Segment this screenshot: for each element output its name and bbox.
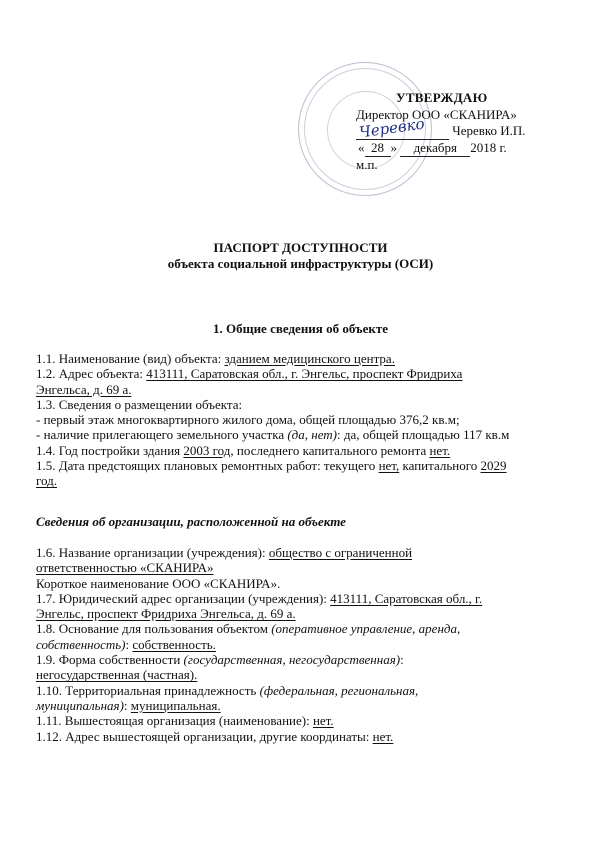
- item-1-3: 1.3. Сведения о размещении объекта:: [36, 396, 243, 412]
- document-title: [0, 240, 601, 272]
- title-line-2: объекта социальной инфраструктуры (ОСИ): [167, 256, 434, 271]
- item-1-6-cont: ответственностью «СКАНИРА»: [36, 560, 214, 576]
- item-1-9-cont: негосударственная (частная).: [36, 667, 198, 683]
- approval-block: [356, 90, 526, 174]
- item-1-2-cont: Энгельса, д. 69 а.: [36, 381, 132, 397]
- date-day: 28: [365, 140, 391, 158]
- seal-label: м.п.: [356, 157, 378, 172]
- item-1-10-cont: муниципальная): муниципальная.: [36, 697, 221, 713]
- item-1-12: 1.12. Адрес вышестоящей организации, другие координаты: нет.: [36, 728, 394, 744]
- section-1-heading: 1. Общие сведения об объекте: [212, 321, 389, 336]
- item-1-6: 1.6. Название организации (учреждения): общество с ограниченной: [36, 545, 413, 560]
- signature-line: [356, 114, 449, 141]
- item-1-3-b: - наличие прилегающего земельного участка (да, нет): да, общей площадью 117 кв.м: [36, 427, 510, 443]
- approval-position: Директор ООО «СКАНИРА»: [356, 106, 517, 122]
- org-section-heading: Сведения об организации, расположенной на объекте: [36, 514, 346, 529]
- approval-date: [358, 140, 526, 158]
- item-1-4: 1.4. Год постройки здания 2003 год, последнего капитального ремонта нет.: [36, 442, 451, 458]
- item-1-11: 1.11. Вышестоящая организация (наименование): нет.: [36, 713, 334, 729]
- item-1-7: 1.7. Юридический адрес организации (учреждения): 413111, Саратовская обл., г.: [36, 590, 483, 606]
- item-1-7-cont: Энгельс, проспект Фридриха Энгельса, д. 69 а.: [36, 606, 296, 622]
- item-short-name: Короткое наименование ООО «СКАНИРА».: [36, 575, 281, 591]
- item-1-1: 1.1. Наименование (вид) объекта: зданием медицинского центра.: [36, 351, 395, 366]
- handwritten-signature: Черевко: [358, 114, 426, 141]
- date-month: декабря: [400, 140, 470, 158]
- item-1-3-a: - первый этаж многоквартирного жилого дома, общей площадью 376,2 кв.м;: [36, 412, 460, 428]
- item-1-8: 1.8. Основание для пользования объектом (оперативное управление, аренда,: [36, 621, 461, 637]
- item-1-8-cont: собственность): собственность.: [36, 636, 216, 652]
- item-1-5-cont: год.: [36, 473, 57, 489]
- date-quote-close: »: [390, 139, 397, 155]
- title-line-1: ПАСПОРТ ДОСТУПНОСТИ: [213, 240, 388, 255]
- section-1-body: [36, 351, 576, 489]
- approval-name: Черевко И.П.: [452, 123, 526, 138]
- date-year: 2018 г.: [470, 139, 507, 155]
- item-1-5: 1.5. Дата предстоящих плановых ремонтных работ: текущего нет, капитального 2029: [36, 458, 507, 474]
- approval-heading: УТВЕРЖДАЮ: [396, 90, 488, 105]
- date-quote-open: «: [358, 139, 365, 155]
- org-section-body: [36, 545, 576, 744]
- item-1-9: 1.9. Форма собственности (государственная, негосударственная):: [36, 652, 404, 668]
- item-1-2: 1.2. Адрес объекта: 413111, Саратовская обл., г. Энгельс, проспект Фридриха: [36, 366, 463, 382]
- item-1-10: 1.10. Территориальная принадлежность (федеральная, региональная,: [36, 682, 419, 698]
